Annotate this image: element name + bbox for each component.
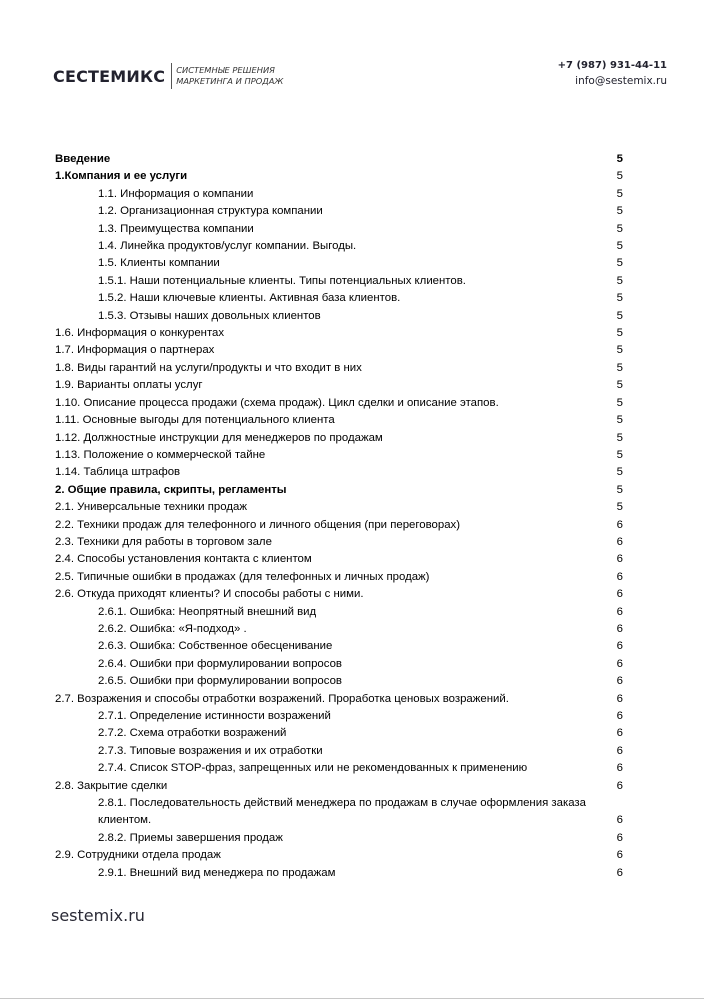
toc-entry-title: 1.6. Информация о конкурентах xyxy=(55,327,225,340)
toc-entry-title: 1.8. Виды гарантий на услуги/продукты и что входит в них xyxy=(55,361,362,374)
toc-entry-title: 2.6.1. Ошибка: Неопрятный внешний вид xyxy=(98,605,317,618)
toc-entry[interactable] xyxy=(55,221,623,238)
logo-name: СЕСТЕМИКС xyxy=(53,66,166,86)
toc-entry-title: 1.1. Информация о компании xyxy=(98,187,254,200)
toc-entry[interactable] xyxy=(55,638,623,655)
toc-entry[interactable] xyxy=(55,847,623,864)
toc-entry-page: 6 xyxy=(616,605,623,618)
phone-number: +7 (987) 931-44-11 xyxy=(557,60,667,71)
toc-entry-page: 5 xyxy=(616,292,623,305)
toc-entry[interactable] xyxy=(55,377,623,394)
toc-entry-page: 6 xyxy=(616,710,623,722)
toc-entry-title: 1.2. Организационная структура компании xyxy=(98,205,323,218)
toc-entry-page: 6 xyxy=(616,762,623,775)
toc-entry-page: 6 xyxy=(616,849,623,862)
toc-entry-page: 5 xyxy=(616,483,623,496)
toc-entry-title: 2.6.5. Ошибки при формулировании вопросов xyxy=(98,675,342,688)
toc-entry-title: 1.7. Информация о партнерах xyxy=(55,344,215,357)
toc-entry-title: 2.2. Техники продаж для телефонного и личного общения (при переговорах) xyxy=(55,518,461,531)
toc-entry-title: 1.5.1. Наши потенциальные клиенты. Типы потенциальных клиентов. xyxy=(98,274,466,287)
toc-entry-page: 6 xyxy=(616,814,623,827)
toc-entry-page: 6 xyxy=(616,831,623,844)
toc-entry[interactable] xyxy=(55,778,623,795)
toc-entry[interactable] xyxy=(55,621,623,638)
toc-entry-page: 5 xyxy=(616,240,623,253)
toc-entry-page: 5 xyxy=(616,448,623,461)
toc-entry-page: 5 xyxy=(616,396,623,409)
toc-entry-title: 2.1. Универсальные техники продаж xyxy=(55,501,247,514)
toc-entry-title: 2.6. Откуда приходят клиенты? И способы работы с ними. xyxy=(55,588,364,601)
toc-entry-page: 6 xyxy=(616,866,623,879)
toc-entry-title: 1.Компания и ее услуги xyxy=(55,170,188,183)
toc-entry[interactable] xyxy=(55,517,623,534)
toc-entry-title: 1.10. Описание процесса продажи (схема продаж). Цикл сделки и описание этапов. xyxy=(55,396,499,409)
toc-entry-page: 5 xyxy=(616,222,623,235)
company-logo xyxy=(53,63,283,89)
toc-entry-page: 6 xyxy=(616,553,623,566)
toc-entry[interactable] xyxy=(55,342,623,359)
toc-entry-page: 6 xyxy=(616,657,623,670)
toc-entry-title: 2.4. Способы установления контакта с клиентом xyxy=(55,553,312,566)
toc-entry[interactable] xyxy=(55,255,623,272)
toc-entry-page: 5 xyxy=(616,257,623,270)
toc-entry-page: 5 xyxy=(616,309,623,322)
toc-entry[interactable] xyxy=(55,464,623,481)
toc-entry-title: 2.6.2. Ошибка: «Я-подход» . xyxy=(98,622,247,635)
toc-entry-title: 2.7.3. Типовые возражения и их отработки xyxy=(98,744,323,757)
footer-website: sestemix.ru xyxy=(51,906,145,925)
toc-entry-title: 2.8. Закрытие сделки xyxy=(55,779,168,792)
toc-entry-title: 2.7.2. Схема отработки возражений xyxy=(98,727,287,740)
toc-entry[interactable] xyxy=(55,447,623,464)
toc-entry-page: 5 xyxy=(616,274,623,287)
toc-entry-page: 5 xyxy=(616,431,623,444)
toc-entry[interactable] xyxy=(55,360,623,377)
toc-entry-page: 6 xyxy=(616,779,623,792)
toc-entry-title: 2.8.1. Последовательность действий менеджера по продажам в случае оформления заказа клиентом. xyxy=(98,797,586,827)
toc-entry-page: 6 xyxy=(616,675,623,688)
toc-entry[interactable] xyxy=(55,760,623,777)
toc-entry[interactable] xyxy=(55,534,623,551)
toc-entry-title: 1.5. Клиенты компании xyxy=(98,257,220,270)
toc-entry[interactable] xyxy=(55,308,623,325)
toc-entry-title: 1.14. Таблица штрафов xyxy=(55,466,181,479)
toc-entry[interactable] xyxy=(55,325,623,342)
toc-entry-title: 1.11. Основные выгоды для потенциального клиента xyxy=(55,414,335,427)
toc-entry[interactable] xyxy=(55,412,623,429)
toc-entry[interactable] xyxy=(55,586,623,603)
toc-entry[interactable] xyxy=(55,499,623,516)
toc-entry-title: 1.9. Варианты оплаты услуг xyxy=(55,379,203,392)
toc-entry[interactable] xyxy=(55,551,623,568)
toc-entry-title: 1.13. Положение о коммерческой тайне xyxy=(55,448,266,461)
toc-entry[interactable] xyxy=(55,795,623,830)
email-address: info@sestemix.ru xyxy=(575,75,667,87)
toc-entry-title: 2.6.4. Ошибки при формулировании вопросов xyxy=(98,657,342,670)
toc-entry-page: 6 xyxy=(616,570,623,583)
toc-entry-title: 2.9.1. Внешний вид менеджера по продажам xyxy=(98,866,336,879)
toc-entry-title: 1.5.3. Отзывы наших довольных клиентов xyxy=(98,309,321,322)
toc-entry-page: 6 xyxy=(616,744,623,757)
toc-entry-title: 2. Общие правила, скрипты, регламенты xyxy=(55,483,287,496)
toc-entry-title: Введение xyxy=(55,153,111,165)
toc-entry-page: 5 xyxy=(616,361,623,374)
toc-entry-page: 5 xyxy=(616,501,623,514)
toc-entry-page: 5 xyxy=(616,327,623,340)
toc-entry-title: 2.5. Типичные ошибки в продажах (для телефонных и личных продаж) xyxy=(55,570,430,583)
page-bottom-divider xyxy=(0,998,704,999)
toc-entry[interactable] xyxy=(55,290,623,307)
toc-entry[interactable] xyxy=(55,708,623,725)
toc-entry-page: 5 xyxy=(616,170,623,183)
table-of-contents xyxy=(55,151,623,882)
toc-entry[interactable] xyxy=(55,168,623,185)
toc-entry[interactable] xyxy=(55,430,623,447)
toc-entry[interactable] xyxy=(55,865,623,882)
toc-entry[interactable] xyxy=(55,203,623,220)
header-contacts xyxy=(558,58,667,89)
toc-entry-title: 2.6.3. Ошибка: Собственное обесценивание xyxy=(98,640,333,653)
toc-entry-title: 1.3. Преимущества компании xyxy=(98,222,254,235)
toc-entry-page: 5 xyxy=(616,153,623,165)
toc-entry[interactable] xyxy=(55,743,623,760)
toc-entry[interactable] xyxy=(55,482,623,499)
toc-entry-page: 5 xyxy=(616,414,623,427)
toc-entry-title: 2.9. Сотрудники отдела продаж xyxy=(55,849,221,862)
toc-entry-title: 2.7.1. Определение истинности возражений xyxy=(98,710,331,722)
toc-entry-title: 1.4. Линейка продуктов/услуг компании. Выгоды. xyxy=(98,240,357,253)
toc-entry[interactable] xyxy=(55,151,623,168)
logo-tagline-line-2: МАРКЕТИНГА И ПРОДАЖ xyxy=(176,76,284,86)
toc-entry-page: 6 xyxy=(616,640,623,653)
toc-entry[interactable] xyxy=(55,656,623,673)
toc-entry-page: 5 xyxy=(616,344,623,357)
toc-entry-title: 2.3. Техники для работы в торговом зале xyxy=(55,535,272,548)
toc-entry[interactable] xyxy=(55,673,623,690)
logo-tagline-line-1: СИСТЕМНЫЕ РЕШЕНИЯ xyxy=(176,65,275,75)
toc-entry-title: 2.7.4. Список STOP-фраз, запрещенных или не рекомендованных к применению xyxy=(98,762,528,775)
toc-entry[interactable] xyxy=(55,238,623,255)
toc-entry-title: 1.12. Должностные инструкции для менеджеров по продажам xyxy=(55,431,383,444)
toc-entry-page: 5 xyxy=(616,379,623,392)
toc-entry[interactable] xyxy=(55,186,623,203)
toc-entry-page: 6 xyxy=(616,727,623,740)
toc-entry[interactable] xyxy=(55,725,623,742)
toc-entry-page: 6 xyxy=(616,622,623,635)
toc-entry[interactable] xyxy=(55,691,623,708)
toc-entry[interactable] xyxy=(55,395,623,412)
toc-entry-title: 1.5.2. Наши ключевые клиенты. Активная база клиентов. xyxy=(98,292,401,305)
toc-entry[interactable] xyxy=(55,569,623,586)
toc-entry-page: 5 xyxy=(616,187,623,200)
toc-entry[interactable] xyxy=(55,830,623,847)
toc-entry-page: 5 xyxy=(616,205,623,218)
toc-entry-title: 2.7. Возражения и способы отработки возражений. Проработка ценовых возражений. xyxy=(55,692,509,705)
toc-entry-page: 6 xyxy=(616,518,623,531)
toc-entry-title: 2.8.2. Приемы завершения продаж xyxy=(98,831,283,844)
toc-entry-page: 6 xyxy=(616,692,623,705)
toc-entry[interactable] xyxy=(55,604,623,621)
logo-tagline xyxy=(176,65,283,87)
toc-entry-page: 5 xyxy=(616,466,623,479)
toc-entry-page: 6 xyxy=(616,535,623,548)
logo-divider xyxy=(171,63,172,89)
toc-entry[interactable] xyxy=(55,273,623,290)
toc-entry-page: 6 xyxy=(616,588,623,601)
